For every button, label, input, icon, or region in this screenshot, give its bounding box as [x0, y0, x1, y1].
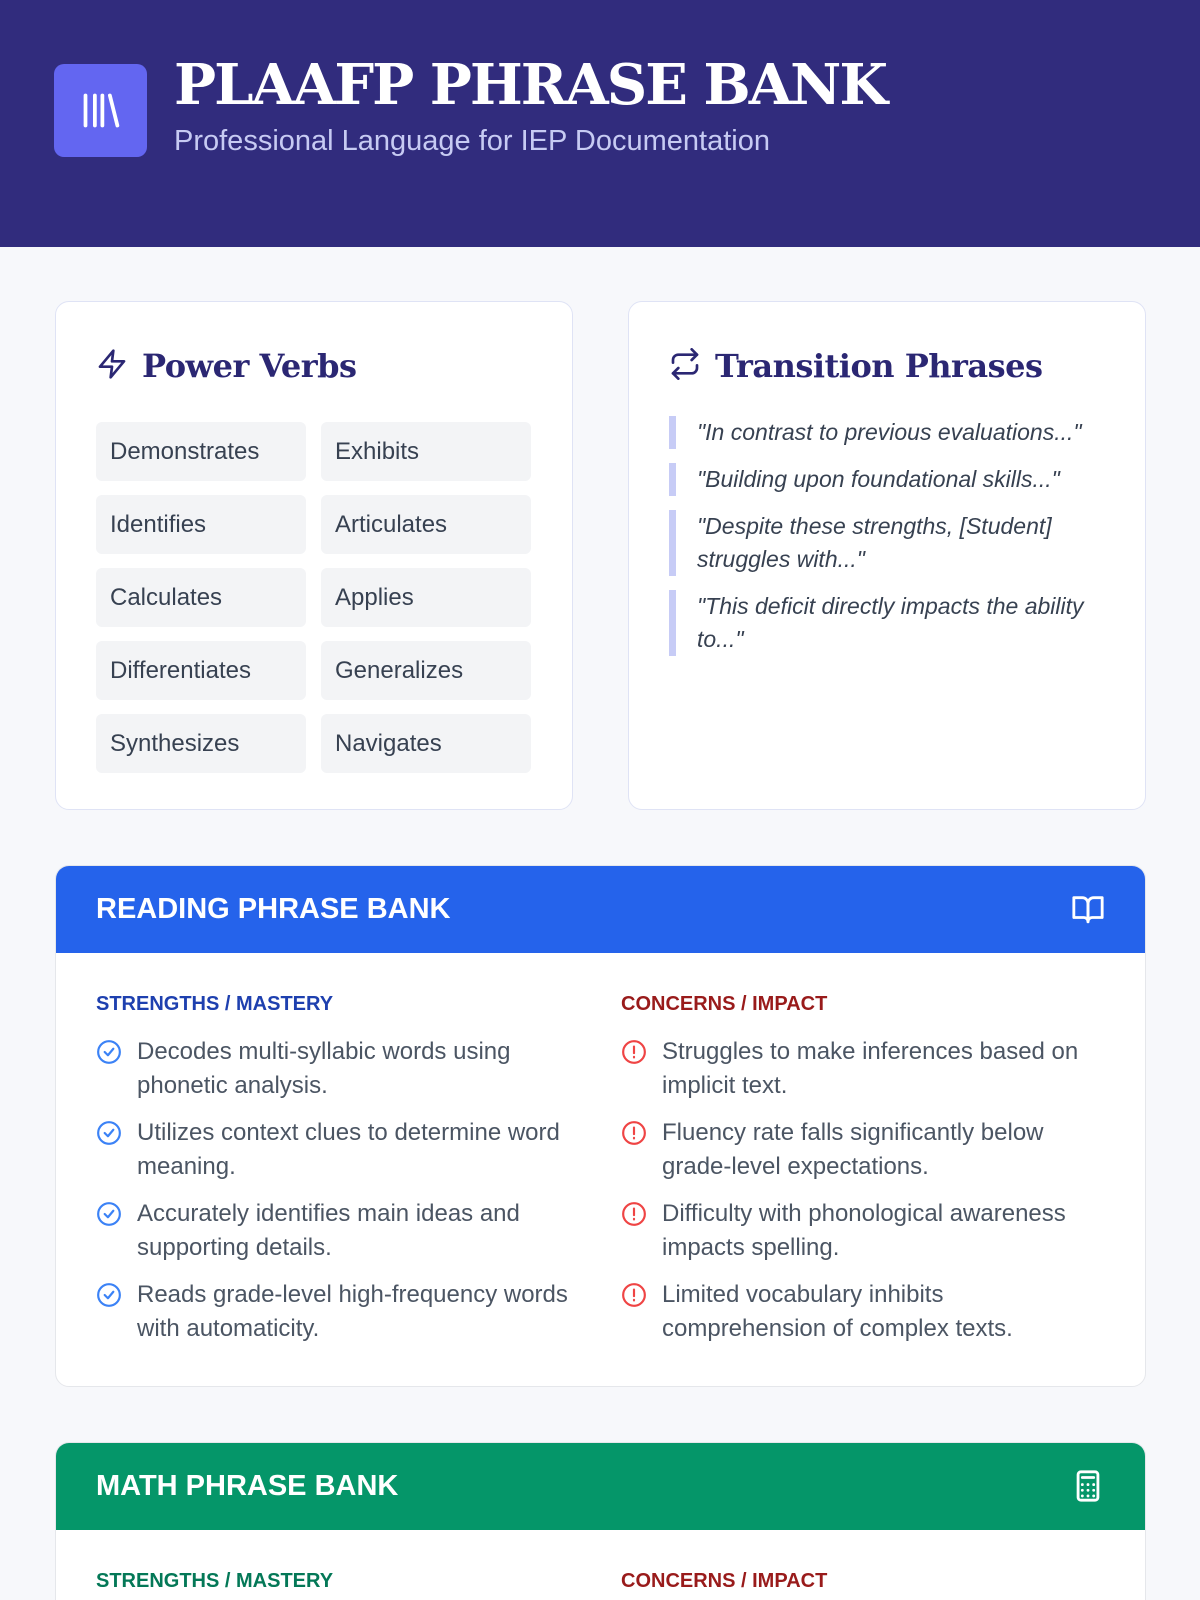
verb-chip: Demonstrates	[96, 422, 306, 481]
alert-circle-icon	[621, 1282, 647, 1308]
math-strengths-column	[96, 1570, 586, 1600]
transition-phrase: "In contrast to previous evaluations..."	[669, 416, 1105, 449]
concern-item	[621, 1278, 1111, 1346]
strength-item	[96, 1116, 586, 1184]
verb-chip: Exhibits	[321, 422, 531, 481]
verb-chip: Synthesizes	[96, 714, 306, 773]
strength-text: Accurately identifies main ideas and supporting details.	[137, 1200, 520, 1261]
concern-text: Fluency rate falls significantly below grade-level expectations.	[662, 1119, 1044, 1180]
reading-bank-header	[56, 866, 1145, 953]
power-verbs-title: Power Verbs	[142, 347, 357, 385]
math-concerns-column	[621, 1570, 1111, 1600]
concern-item	[621, 1197, 1111, 1265]
transition-phrase: "Building upon foundational skills..."	[669, 463, 1105, 496]
calculator-icon	[1071, 1469, 1105, 1508]
strength-text: Utilizes context clues to determine word meaning.	[137, 1119, 560, 1180]
check-circle-icon	[96, 1201, 122, 1227]
verb-chip: Articulates	[321, 495, 531, 554]
verb-chip: Generalizes	[321, 641, 531, 700]
transition-phrases-card	[628, 301, 1146, 810]
verb-chip: Calculates	[96, 568, 306, 627]
verb-chip: Navigates	[321, 714, 531, 773]
strength-text: Decodes multi-syllabic words using phonetic analysis.	[137, 1038, 511, 1099]
alert-circle-icon	[621, 1120, 647, 1146]
reading-strengths-column	[96, 993, 586, 1359]
verb-chip: Identifies	[96, 495, 306, 554]
power-verbs-grid	[96, 422, 532, 773]
check-circle-icon	[96, 1039, 122, 1065]
strength-text: Reads grade-level high-frequency words with automaticity.	[137, 1281, 568, 1342]
concerns-heading: CONCERNS / IMPACT	[621, 1570, 828, 1592]
concern-text: Struggles to make inferences based on implicit text.	[662, 1038, 1079, 1099]
strength-item	[96, 1197, 586, 1265]
concerns-heading: CONCERNS / IMPACT	[621, 993, 828, 1015]
alert-circle-icon	[621, 1039, 647, 1065]
transition-phrases-header	[669, 346, 1043, 386]
page-header	[0, 0, 1200, 247]
power-verbs-card	[55, 301, 573, 810]
concern-text: Limited vocabulary inhibits comprehension of complex texts.	[662, 1281, 1013, 1342]
strength-item	[96, 1278, 586, 1346]
check-circle-icon	[96, 1282, 122, 1308]
verb-chip: Applies	[321, 568, 531, 627]
transition-phrases-title: Transition Phrases	[715, 347, 1043, 385]
power-verbs-header	[96, 346, 356, 386]
lightning-icon	[96, 348, 142, 385]
math-bank-header	[56, 1443, 1145, 1530]
reading-bank-title: READING PHRASE BANK	[96, 893, 451, 925]
concern-item	[621, 1116, 1111, 1184]
alert-circle-icon	[621, 1201, 647, 1227]
concern-item	[621, 1035, 1111, 1103]
library-icon	[54, 64, 147, 157]
book-open-icon	[1071, 892, 1105, 931]
concern-text: Difficulty with phonological awareness impacts spelling.	[662, 1200, 1066, 1261]
strength-item	[96, 1035, 586, 1103]
verb-chip: Differentiates	[96, 641, 306, 700]
strengths-heading: STRENGTHS / MASTERY	[96, 993, 334, 1015]
reading-phrase-bank	[55, 865, 1146, 1387]
page-title: PLAAFP PHRASE BANK	[174, 52, 887, 118]
transition-list	[669, 416, 1105, 670]
reading-concerns-column	[621, 993, 1111, 1359]
strengths-heading: STRENGTHS / MASTERY	[96, 1570, 334, 1592]
check-circle-icon	[96, 1120, 122, 1146]
transition-phrase: "Despite these strengths, [Student] struggles with..."	[669, 510, 1105, 576]
repeat-icon	[669, 348, 715, 385]
transition-phrase: "This deficit directly impacts the ability to..."	[669, 590, 1105, 656]
math-bank-title: MATH PHRASE BANK	[96, 1470, 399, 1502]
math-phrase-bank	[55, 1442, 1146, 1600]
page-subtitle: Professional Language for IEP Documentation	[174, 125, 770, 157]
